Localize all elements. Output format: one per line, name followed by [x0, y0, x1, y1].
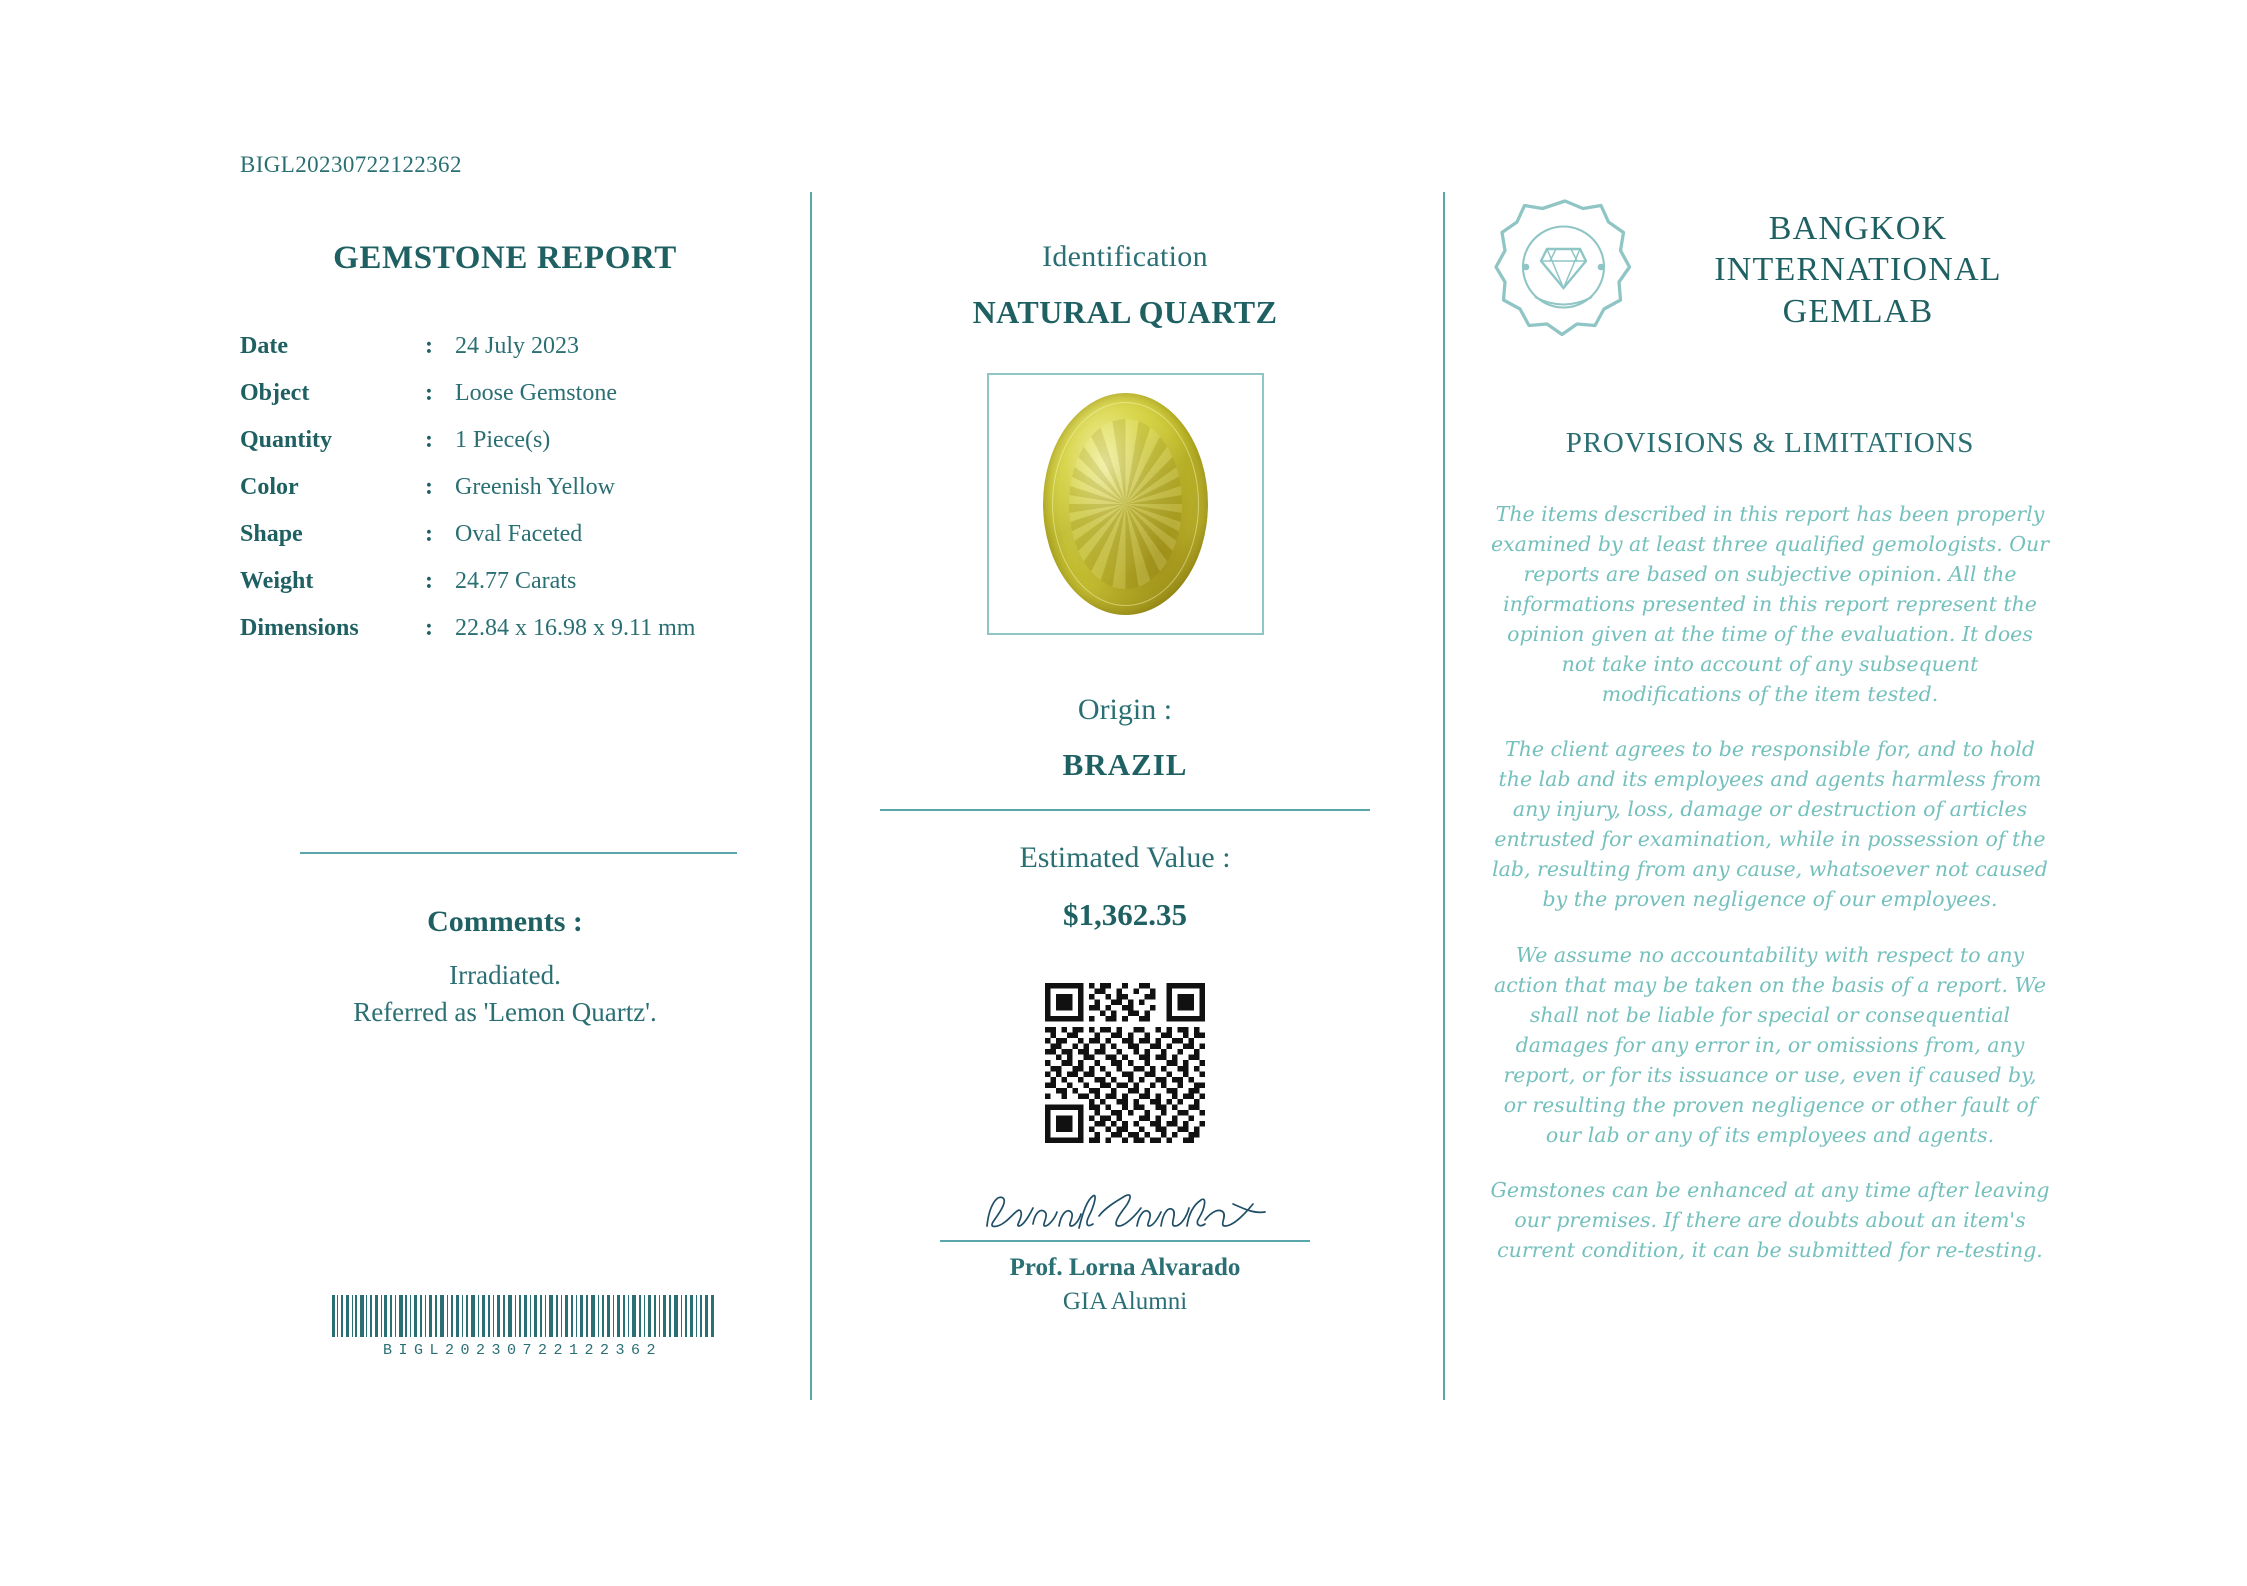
provisions-paragraph-2: The client agrees to be responsible for, and to hold the lab and its employees and agents harmless from any injury, loss, damage or destruction of articles entrusted for examination, while in possession of the lab, resulting from any cause, whatsoever not caused by the proven negligence of our employees.: [1492, 737, 2048, 912]
comments-line-2: Referred as 'Lemon Quartz'.: [353, 997, 657, 1028]
left-column: [240, 240, 770, 652]
comments-title: Comments :: [427, 905, 583, 938]
table-row: [240, 323, 770, 370]
gem-photo-frame: [987, 373, 1264, 635]
barcode-block: [330, 1295, 715, 1359]
divider-comments: [300, 852, 737, 854]
identification-value: NATURAL QUARTZ: [972, 294, 1278, 330]
spec-label-weight: Weight: [240, 568, 314, 594]
signature-block: [940, 1186, 1310, 1316]
spec-sep: :: [425, 521, 433, 547]
table-row: [240, 417, 770, 464]
right-column: [1490, 195, 2050, 1292]
table-row: [240, 464, 770, 511]
origin-label: Origin :: [1077, 693, 1173, 726]
spec-label-shape: Shape: [240, 521, 303, 547]
barcode-number: BIGL20230722122362: [382, 1342, 663, 1359]
report-id: BIGL20230722122362: [240, 152, 462, 177]
spec-value-weight: 24.77 Carats: [455, 568, 577, 594]
divider-right: [1443, 192, 1445, 1400]
spec-sep: :: [425, 615, 433, 641]
spec-value-date: 24 July 2023: [455, 333, 580, 359]
brand-line-2: INTERNATIONAL: [1714, 251, 2002, 289]
origin-value: BRAZIL: [1062, 747, 1188, 782]
signatory-credential: GIA Alumni: [1062, 1288, 1188, 1315]
spec-value-object: Loose Gemstone: [455, 380, 617, 406]
table-row: [240, 605, 770, 652]
provisions-paragraph-1: The items described in this report has been properly examined by at least three qualified gemologists. Our reports are based on subjective opinion. All the informations presented in this report represent the opinion given at the time of the evaluation. It does not take into account of any subsequent modifications of the item tested.: [1490, 502, 2050, 706]
signatory-name: Prof. Lorna Alvarado: [1009, 1254, 1241, 1281]
brand-line-1: BANGKOK: [1768, 209, 1948, 247]
middle-column: [880, 240, 1370, 1316]
spec-sep: :: [425, 333, 433, 359]
spec-label-object: Object: [240, 380, 310, 406]
brand-header: [1490, 195, 2050, 345]
table-row: [240, 370, 770, 417]
brand-line-3: GEMLAB: [1782, 292, 1934, 330]
estimated-value-amount: $1,362.35: [1063, 897, 1187, 932]
divider-origin: [880, 809, 1370, 811]
spec-sep: :: [425, 474, 433, 500]
signature-rule: [940, 1240, 1310, 1242]
provisions-body: [1490, 500, 2050, 1266]
spec-sep: :: [425, 427, 433, 453]
gemlab-seal-icon: [1490, 195, 1640, 345]
gemstone-spec-table: [240, 323, 770, 652]
spec-value-dimensions: 22.84 x 16.98 x 9.11 mm: [455, 615, 696, 641]
provisions-title: PROVISIONS & LIMITATIONS: [1565, 427, 1975, 459]
spec-value-color: Greenish Yellow: [455, 474, 615, 500]
spec-label-dimensions: Dimensions: [240, 615, 359, 641]
table-row: [240, 558, 770, 605]
estimated-value-label: Estimated Value :: [1019, 841, 1231, 874]
comments-line-1: Irradiated.: [449, 960, 561, 990]
spec-sep: :: [425, 568, 433, 594]
identification-label: Identification: [1042, 240, 1208, 273]
page-title: GEMSTONE REPORT: [333, 240, 677, 276]
table-row: [240, 511, 770, 558]
spec-label-quantity: Quantity: [240, 427, 333, 453]
barcode-image: [330, 1295, 715, 1337]
qr-code[interactable]: [1045, 983, 1205, 1143]
spec-label-color: Color: [240, 474, 299, 500]
spec-value-quantity: 1 Piece(s): [455, 427, 551, 453]
provisions-paragraph-3: We assume no accountability with respect to any action that may be taken on the basis of a report. We shall not be liable for special or consequential damages for any error in, or omissions from, any report, or for its issuance or use, even if caused by, or resulting the proven negligence or other fault of our lab or any of its employees and agents.: [1493, 942, 2047, 1147]
comments-block: [240, 905, 770, 1032]
spec-value-shape: Oval Faceted: [455, 521, 583, 547]
spec-sep: :: [425, 380, 433, 406]
provisions-paragraph-4: Gemstones can be enhanced at any time after leaving our premises. If there are doubts about an item's current condition, it can be submitted for re-testing.: [1490, 1178, 2050, 1263]
spec-label-date: Date: [240, 333, 288, 359]
brand-title: [1666, 208, 2050, 332]
gemstone-image: [1043, 393, 1208, 615]
signature-script: [975, 1186, 1275, 1238]
divider-left: [810, 192, 812, 1400]
